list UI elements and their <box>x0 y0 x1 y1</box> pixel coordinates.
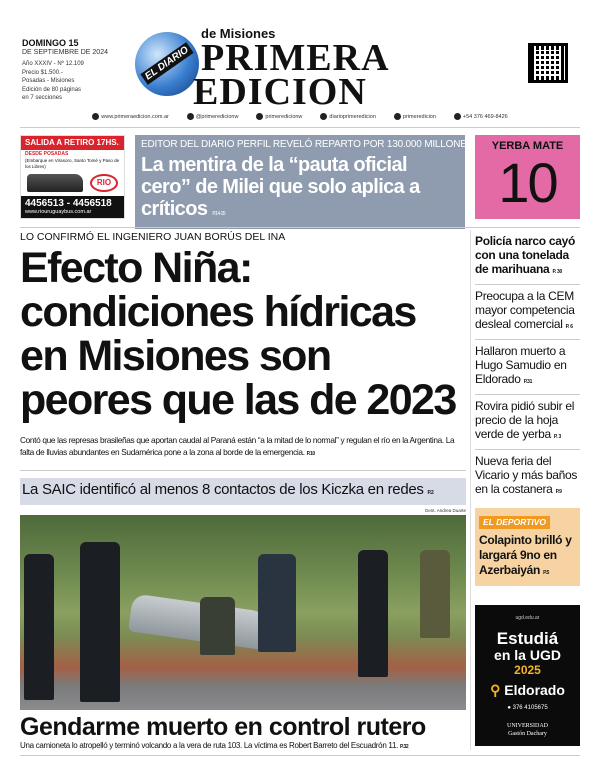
issue-day: DOMINGO 15 <box>22 38 79 48</box>
divider <box>20 227 580 228</box>
main-body: Contó que las represas brasileñas que aportan caudal al Paraná están “a la mitad de lo normal” y regulan el río en la Argentina. La falta de lluvias abundantes en Sudamérica pone a la zona al borde de la emergencia. P.10 <box>20 435 455 457</box>
issue-price: Precio $1.500.- <box>22 69 63 76</box>
saic-story[interactable]: La SAIC identificó al menos 8 contactos de los Kiczka en redes P.2 <box>20 478 466 505</box>
issue-info <box>22 38 108 103</box>
main-kicker: LO CONFIRMÓ EL INGENIERO JUAN BORÚS DEL INA <box>20 231 286 243</box>
social-x[interactable]: @primeredicionw <box>187 113 239 121</box>
news-photo <box>20 515 466 710</box>
social-web[interactable]: www.primeraedicion.com.ar <box>92 113 169 121</box>
main-column <box>20 231 466 752</box>
issue-location: Posadas - Misiones <box>22 78 75 84</box>
divider <box>20 127 580 128</box>
youtube-icon <box>394 113 401 120</box>
bus-icon <box>27 174 83 192</box>
main-headline[interactable]: Efecto Niña: condiciones hídricas en Misiones son peores que las de 2023 <box>20 244 456 424</box>
gendarme-caption: Una camioneta lo atropelló y terminó volcando a la vera de ruta 103. La víctima es Robert Barreto del Escuadrón 11. P.32 <box>20 741 409 750</box>
whatsapp-icon: ● <box>507 705 511 711</box>
globe-icon <box>92 113 99 120</box>
newspaper-logo: EL DIARIO de Misiones PRIMERA EDICION <box>135 26 435 110</box>
ugd-advertisement[interactable]: ugd.edu.ar Estudiá en la UGD 2025 ⚲ Eldorado ● 376 4105675 UNIVERSIDAD Gastón Dachary <box>475 605 580 746</box>
issue-sections: en 7 secciones <box>22 95 63 101</box>
issue-date: DE SEPTIEMBRE DE 2024 <box>22 49 108 56</box>
side-story[interactable]: Policía narco cayó con una tonelada de marihuana P. 30 <box>475 230 580 285</box>
issue-pages: Edición de 80 páginas <box>22 86 82 93</box>
photo-credit: Gent. Andrea Duarte <box>424 508 466 513</box>
location-pin-icon: ⚲ <box>490 682 501 698</box>
yerba-mate-promo[interactable]: YERBA MATE 10 <box>475 135 580 219</box>
divider <box>20 755 580 756</box>
whatsapp-icon <box>454 113 461 120</box>
side-story[interactable]: Nueva feria del Vicario y más baños en la costanera P.9 <box>475 454 578 496</box>
column-divider <box>470 230 471 750</box>
globe-icon: EL DIARIO <box>135 32 199 96</box>
qr-code-icon <box>528 43 568 83</box>
issue-number: Año XXXIV - Nº 12.109 <box>22 61 84 67</box>
deportivo-story[interactable]: EL DEPORTIVO Colapinto brilló y largará 9no en Azerbaiyán P.5 <box>475 508 580 586</box>
bus-advertisement[interactable]: SALIDA A RETIRO 17HS. DESDE POSADAS (Embarque en Virasoro, Santo Tomé y Paso de los Libres) RIO 4456513 - 4456518 www.riouruguaybus.com.ar <box>20 135 125 219</box>
social-whatsapp[interactable]: +54 376 469-8426 <box>454 113 508 121</box>
divider <box>20 470 466 471</box>
social-instagram[interactable]: diarioprimeredicion <box>320 113 375 121</box>
social-facebook[interactable]: primeredicionw <box>256 113 302 121</box>
ugd-logo: UNIVERSIDAD Gastón Dachary <box>507 723 548 737</box>
social-bar <box>0 113 600 121</box>
facebook-icon <box>256 113 263 120</box>
side-story[interactable]: Hallaron muerto a Hugo Samudio en Eldorado P.31 <box>475 340 580 395</box>
instagram-icon <box>320 113 327 120</box>
side-column <box>475 230 580 746</box>
gendarme-headline[interactable]: Gendarme muerto en control rutero <box>20 713 426 741</box>
top-story[interactable]: EDITOR DEL DIARIO PERFIL REVELÓ REPARTO POR 130.000 MILLONES La mentira de la “pauta oficial cero” de Milei que solo aplica a críticos P.14-15 <box>135 135 465 229</box>
rio-uruguay-logo: RIO <box>90 174 118 192</box>
side-story[interactable]: Preocupa a la CEM mayor competencia desleal comercial P. 6 <box>475 285 580 340</box>
side-story[interactable]: Rovira pidió subir el precio de la hoja verde de yerba P. 3 <box>475 395 580 450</box>
x-icon <box>187 113 194 120</box>
section-tag: EL DEPORTIVO <box>479 516 550 529</box>
social-youtube[interactable]: primeredicion <box>394 113 436 121</box>
